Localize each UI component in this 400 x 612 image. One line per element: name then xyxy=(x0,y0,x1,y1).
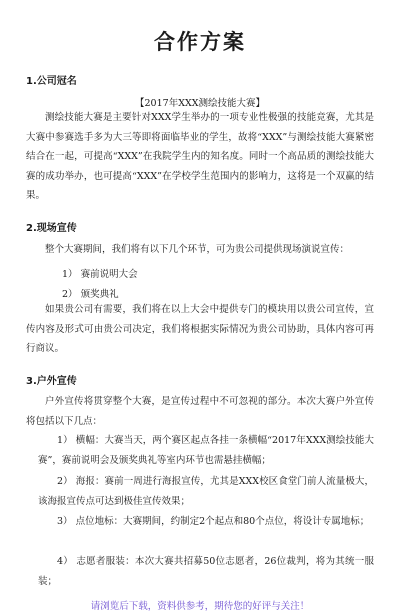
footer-note: 请浏览后下载，资料供参考，期待您的好评与关注！ xyxy=(90,601,310,612)
list-item: 2） 海报：赛前一周进行海报宣传，尤其是XXX校区食堂门前人流量极大，该海报宣传点可达到极佳宣传效果； xyxy=(38,476,374,507)
section-heading-outdoor: 3.户外宣传 xyxy=(26,376,77,387)
list-item: 1） 横幅：大赛当天，两个赛区起点各挂一条横幅“2017年XXX测绘技能大赛”，赛前说明会及颁奖典礼等室内环节也需悬挂横幅； xyxy=(38,435,374,466)
list-item: 1） 赛前说明大会 xyxy=(62,269,138,280)
section-heading-onsite: 2.现场宣传 xyxy=(26,223,77,234)
section-paragraph: 如果贵公司有需要，我们将在以上大会中提供专门的模块用以贵公司宣传，宣传内容及形式可由贵公司决定，我们将根据实际情况为贵公司协助，具体内容可再行商议。 xyxy=(26,304,374,354)
section-intro: 整个大赛期间，我们将有以下几个环节，可为贵公司提供现场演说宣传： xyxy=(45,244,350,255)
list-item: 2） 颁奖典礼 xyxy=(62,289,119,300)
section-intro: 户外宣传将贯穿整个大赛，是宣传过程中不可忽视的部分。本次大赛户外宣传将包括以下几点： xyxy=(26,396,374,427)
list-item: 4） 志愿者服装：本次大赛共招募50位志愿者，26位裁判，将为其统一服装； xyxy=(38,556,374,587)
list-item: 3） 点位地标：大赛期间，约制定2个起点和80个点位，将设计专属地标； xyxy=(57,516,370,527)
page-title: 合作方案 xyxy=(154,29,246,54)
section-subtitle: 【2017年XXX测绘技能大赛】 xyxy=(135,98,265,109)
section-heading-sponsorship: 1.公司冠名 xyxy=(26,76,77,87)
section-paragraph: 测绘技能大赛是主要针对XXX学生举办的一项专业性极强的技能竞赛，尤其是大赛中参赛选手多为大三等即将面临毕业的学生，故将“XXX”与测绘技能大赛紧密结合在一起，可提高“XXX”在我院学生内的知名度。同时一个高品质的测绘技能大赛的成功举办，也可提高“XXX”在学校学生范围内的影响力，这将是一个双赢的结果。 xyxy=(26,112,374,201)
